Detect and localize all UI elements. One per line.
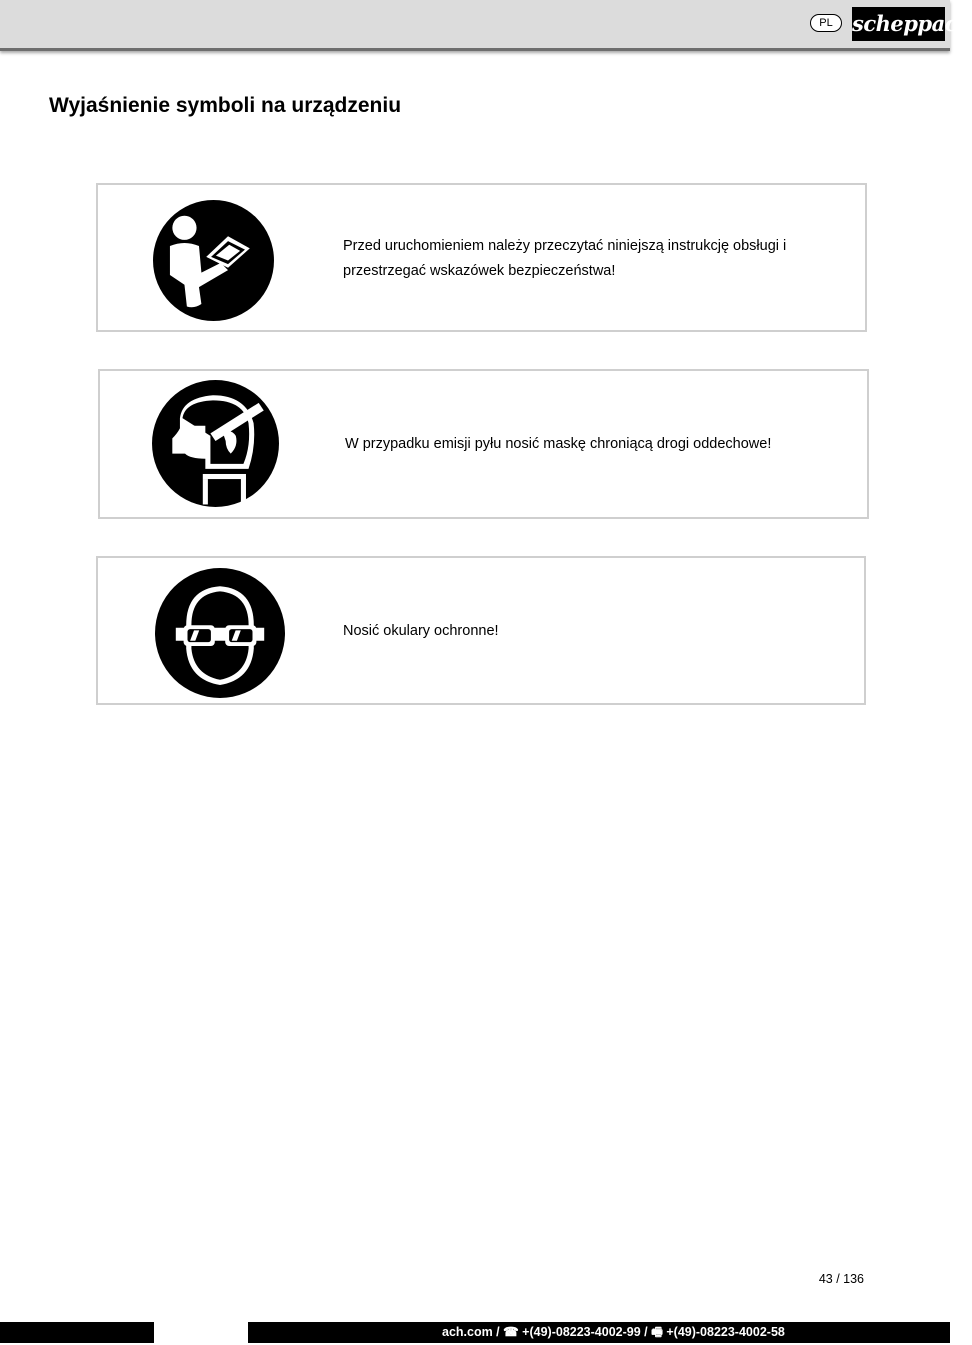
read-manual-icon: [153, 200, 274, 321]
brand-logo: scheppach: [852, 7, 945, 41]
symbol-box-respiratory-mask: [98, 369, 869, 519]
symbol-box-read-manual: [96, 183, 867, 332]
footer-gap: [154, 1322, 248, 1343]
header-bar: [0, 0, 950, 51]
page-number: 43 / 136: [818, 1272, 864, 1286]
respiratory-mask-icon: [152, 380, 279, 507]
safety-goggles-icon: [155, 568, 285, 698]
page-title: Wyjaśnienie symboli na urządzeniu: [49, 94, 402, 117]
language-badge: PL: [810, 14, 842, 32]
symbol-text-safety-goggles: Nosić okulary ochronne!: [343, 623, 499, 639]
symbol-text-respiratory-mask: W przypadku emisji pyłu nosić maskę chroniącą drogi oddechowe!: [345, 436, 772, 452]
symbol-text-read-manual: Przed uruchomieniem należy przeczytać niniejszą instrukcję obsługi i przestrzegać wskazówek bezpieczeństwa!: [343, 238, 787, 279]
symbol-box-safety-goggles: [96, 556, 866, 705]
footer-contact: ach.com / ☎ +(49)-08223-4002-99 / 🖷 +(49)-08223-4002-58: [442, 1325, 785, 1339]
